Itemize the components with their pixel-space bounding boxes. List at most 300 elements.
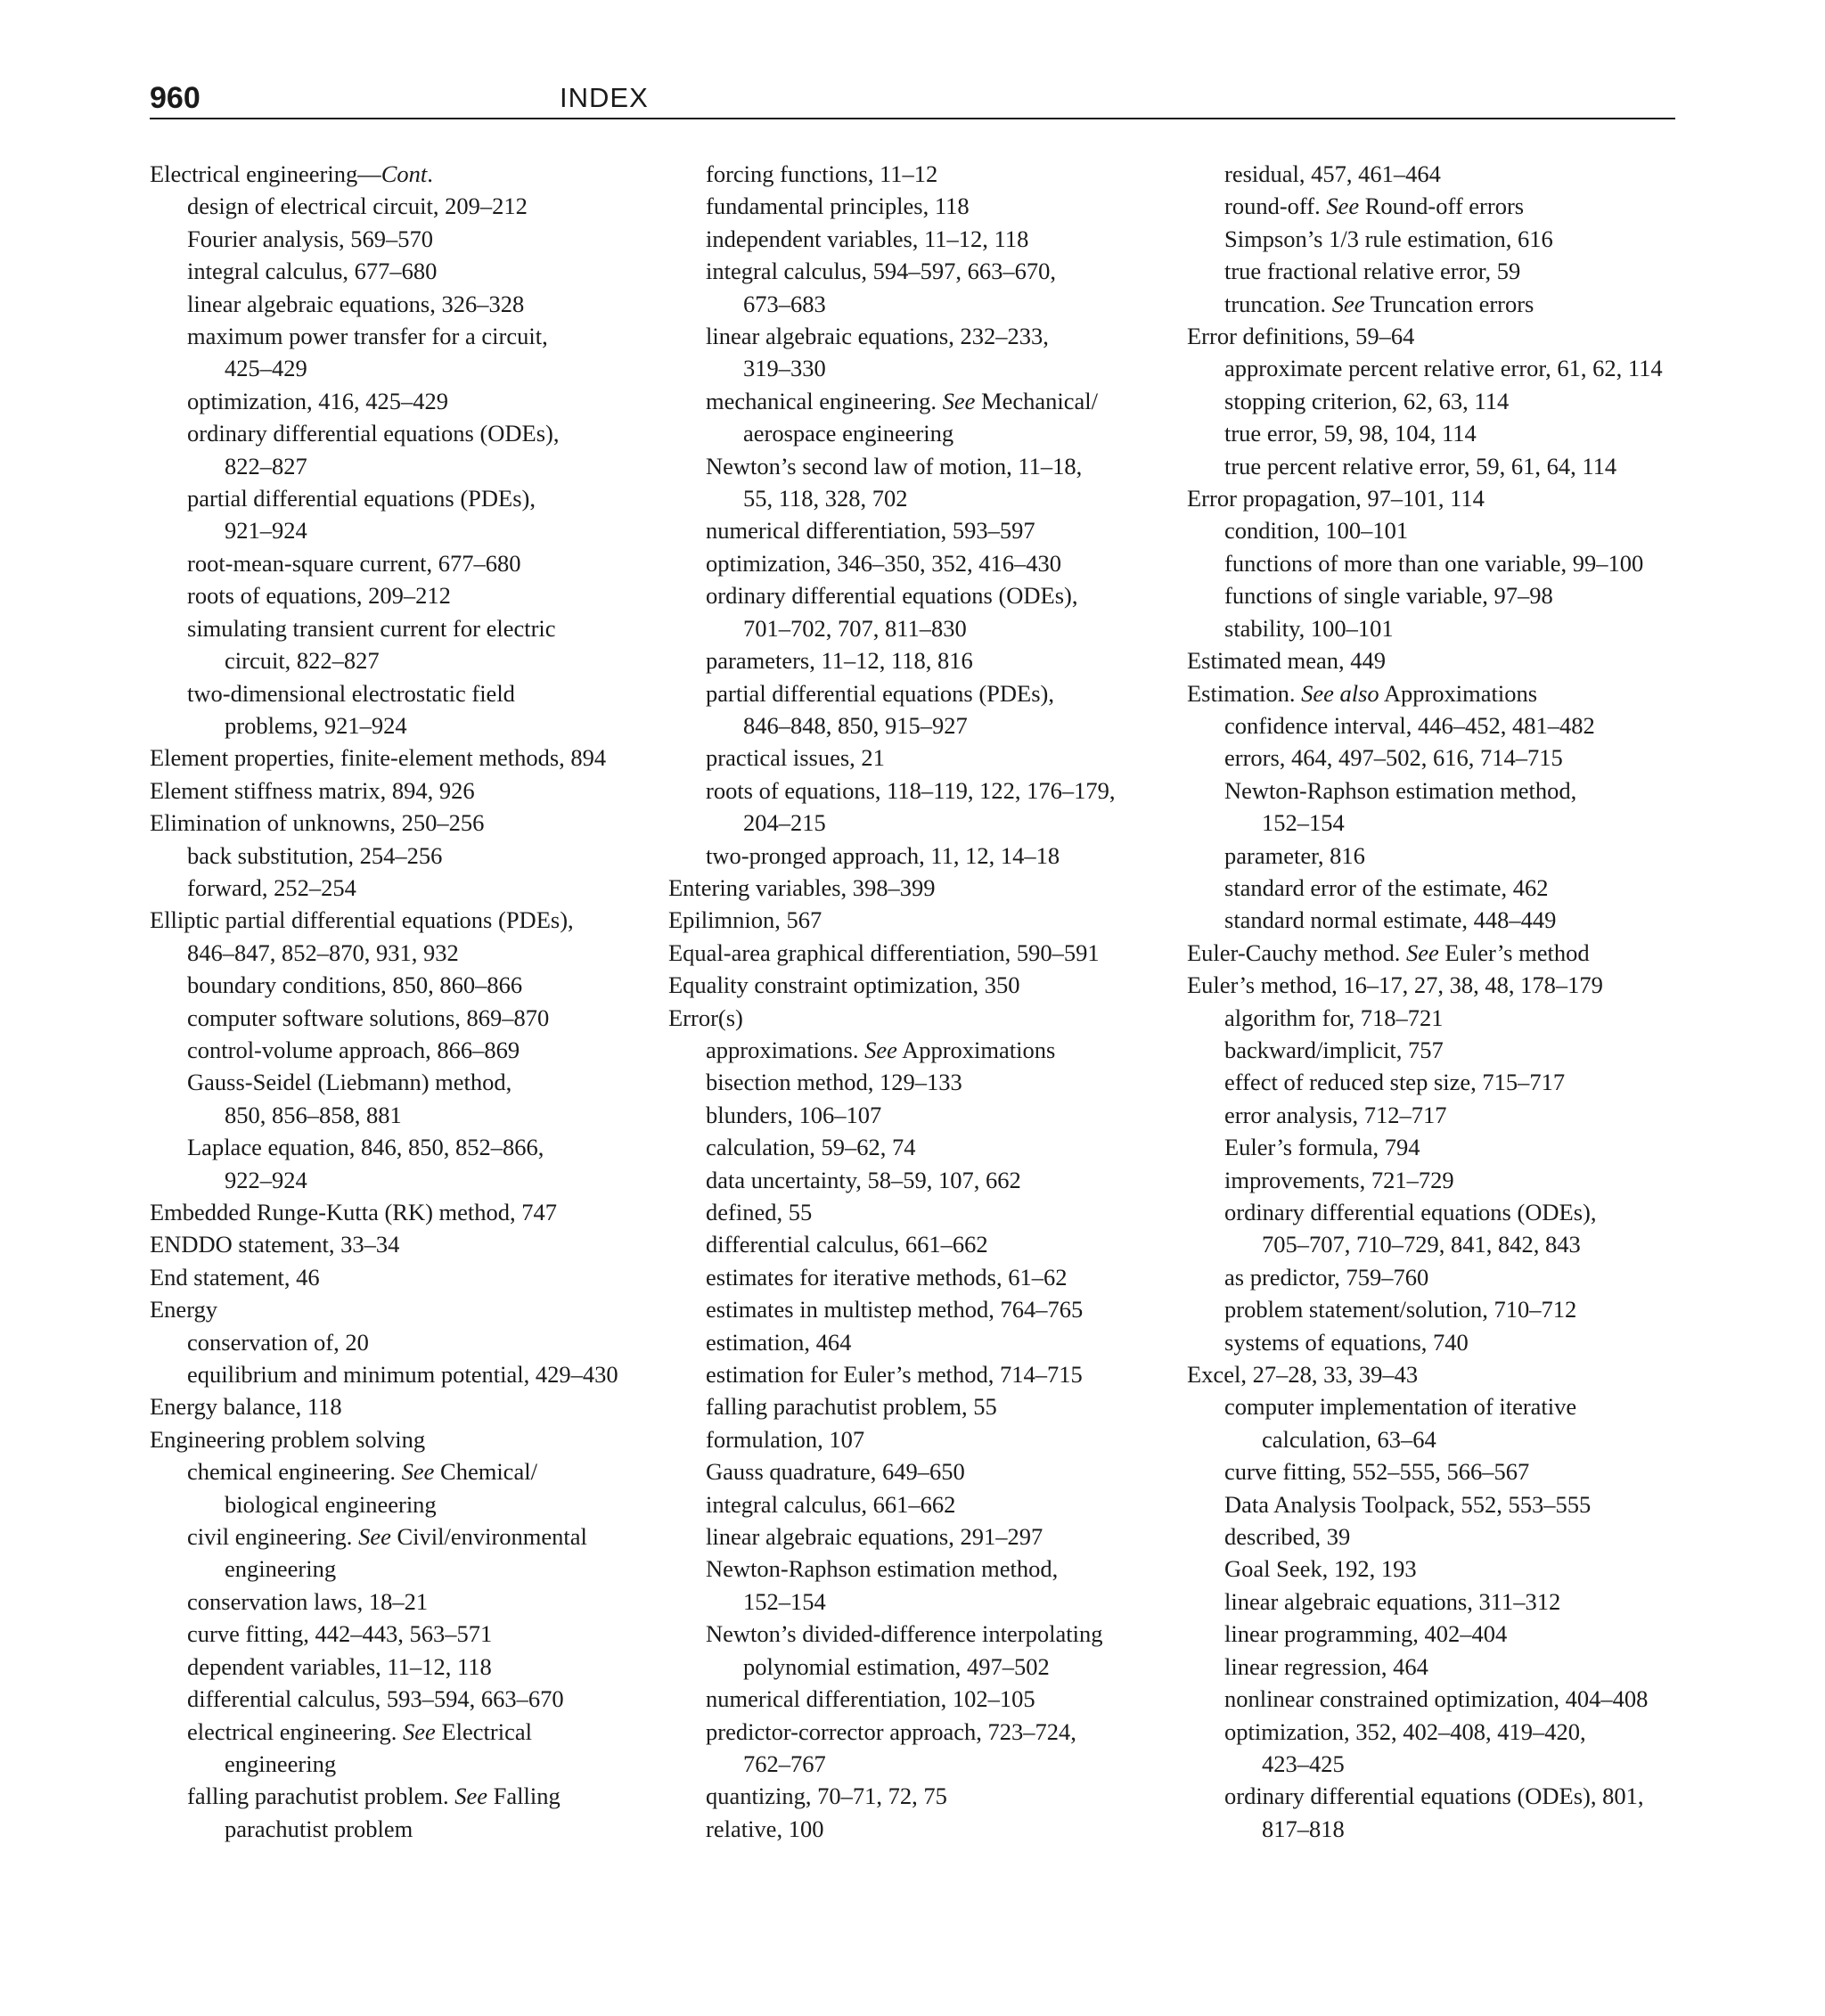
index-subentry [668, 1780, 1176, 1812]
entry-text: Error propagation, 97–101, 114 [1187, 485, 1485, 512]
index-subentry [150, 417, 649, 482]
index-subentry [150, 288, 649, 320]
index-subentry [1187, 774, 1704, 840]
index-subentry [150, 1066, 649, 1131]
entry-text: computer software solutions, 869–870 [187, 1004, 550, 1031]
entry-cont: 822–827 [225, 452, 307, 479]
entry-text: curve fitting, 442–443, 563–571 [187, 1620, 493, 1648]
entry-text: Newton’s second law of motion, 11–18, [706, 452, 1083, 479]
index-subentry [668, 1390, 1176, 1422]
entry-text: boundary conditions, 850, 860–866 [187, 971, 523, 999]
index-entry [150, 774, 649, 807]
index-subentry [150, 1326, 649, 1358]
entry-text: curve fitting, 552–555, 566–567 [1224, 1458, 1530, 1486]
index-subentry [1187, 450, 1704, 482]
index-entry [1187, 320, 1704, 352]
entry-cont: 705–707, 710–729, 841, 842, 843 [1262, 1231, 1581, 1258]
page-header [150, 78, 1675, 119]
index-subentry [1187, 1618, 1704, 1650]
entry-cont: 701–702, 707, 811–830 [743, 614, 967, 642]
entry-text: Energy balance, 118 [150, 1393, 342, 1421]
index-subentry [150, 872, 649, 904]
index-entry [668, 969, 1176, 1001]
entry-text: equilibrium and minimum potential, 429–430 [187, 1361, 618, 1389]
index-column-1 [150, 158, 649, 1845]
index-subentry [150, 1780, 649, 1845]
entry-text: Energy [150, 1296, 218, 1324]
index-entry [150, 1293, 649, 1325]
index-subentry [150, 1618, 649, 1650]
index-subentry [668, 840, 1176, 872]
index-subentry [668, 1520, 1176, 1553]
entry-text: Newton’s divided-difference interpolating [706, 1620, 1103, 1648]
index-subentry [150, 840, 649, 872]
entry-cont: 425–429 [225, 355, 307, 382]
index-subentry [668, 1293, 1176, 1325]
index-subentry [1187, 514, 1704, 546]
entry-it: See [1326, 193, 1360, 220]
entry-cont: 817–818 [1262, 1815, 1345, 1842]
entry-text: numerical differentiation, 102–105 [706, 1685, 1035, 1713]
entry-text: errors, 464, 497–502, 616, 714–715 [1224, 744, 1563, 772]
entry-cont: 152–154 [1262, 809, 1345, 837]
entry-text: control-volume approach, 866–869 [187, 1036, 520, 1063]
index-subentry [1187, 1066, 1704, 1098]
index-subentry [668, 1066, 1176, 1098]
entry-text: Estimation. [1187, 679, 1302, 707]
entry-tail: Approximations [1379, 679, 1538, 707]
entry-text: maximum power transfer for a circuit, [187, 323, 548, 350]
index-subentry [668, 514, 1176, 546]
entry-text: backward/implicit, 757 [1224, 1036, 1444, 1063]
entry-it: See [1331, 290, 1365, 317]
entry-text: computer implementation of iterative [1224, 1393, 1577, 1421]
entry-cont: biological engineering [225, 1490, 437, 1518]
entry-text: Gauss quadrature, 649–650 [706, 1458, 965, 1486]
entry-text: numerical differentiation, 593–597 [706, 517, 1035, 545]
index-subentry [1187, 417, 1704, 449]
index-subentry [1187, 904, 1704, 936]
entry-text: Goal Seek, 192, 193 [1224, 1555, 1417, 1583]
index-subentry [668, 385, 1176, 450]
entry-cont: calculation, 63–64 [1262, 1425, 1436, 1453]
entry-text: Embedded Runge-Kutta (RK) method, 747 [150, 1199, 558, 1225]
entry-tail: . [427, 160, 433, 187]
index-subentry [150, 1358, 649, 1390]
index-entry [150, 742, 649, 774]
index-subentry [150, 190, 649, 222]
index-subentry [1187, 1196, 1704, 1261]
entry-text: Elliptic partial differential equations (PDEs), [150, 906, 574, 934]
entry-text: differential calculus, 593–594, 663–670 [187, 1685, 564, 1713]
entry-text: estimation, 464 [706, 1328, 852, 1356]
index-subentry [1187, 1683, 1704, 1715]
index-subentry [150, 579, 649, 611]
index-subentry [1187, 255, 1704, 287]
entry-text: linear algebraic equations, 291–297 [706, 1523, 1043, 1551]
entry-text: improvements, 721–729 [1224, 1166, 1454, 1193]
entry-text: problem statement/solution, 710–712 [1224, 1296, 1577, 1324]
entry-it: See [864, 1036, 897, 1063]
entry-text: conservation laws, 18–21 [187, 1587, 429, 1615]
entry-cont: 152–154 [743, 1587, 826, 1615]
entry-text: linear regression, 464 [1224, 1652, 1428, 1680]
index-subentry [668, 1261, 1176, 1293]
index-subentry [668, 158, 1176, 190]
index-subentry [150, 255, 649, 287]
index-entry [150, 1228, 649, 1260]
entry-text: Error(s) [668, 1004, 743, 1031]
index-entry [1187, 1358, 1704, 1390]
running-head: INDEX [560, 82, 649, 113]
index-subentry [668, 320, 1176, 385]
index-subentry [668, 1683, 1176, 1715]
entry-text: Euler-Cauchy method. [1187, 938, 1406, 966]
entry-text: linear algebraic equations, 232–233, [706, 323, 1049, 350]
index-subentry [668, 1423, 1176, 1455]
entry-text: defined, 55 [706, 1199, 813, 1225]
entry-text: Element stiffness matrix, 894, 926 [150, 776, 475, 804]
entry-text: approximate percent relative error, 61, 62, 114 [1224, 355, 1663, 382]
index-subentry [1187, 612, 1704, 644]
entry-text: ordinary differential equations (ODEs), [187, 420, 560, 447]
index-subentry [1187, 1326, 1704, 1358]
index-subentry [668, 1488, 1176, 1520]
entry-text: integral calculus, 594–597, 663–670, [706, 258, 1057, 285]
entry-text: round-off. [1224, 193, 1327, 220]
entry-text: parameter, 816 [1224, 841, 1365, 869]
index-subentry [1187, 742, 1704, 774]
index-entry [150, 1261, 649, 1293]
entry-it: Cont [381, 160, 428, 187]
entry-text: relative, 100 [706, 1815, 824, 1842]
index-subentry [1187, 872, 1704, 904]
entry-cont: 850, 856–858, 881 [225, 1101, 402, 1128]
entry-text: ENDDO statement, 33–34 [150, 1231, 400, 1258]
index-subentry [150, 1683, 649, 1715]
index-subentry [150, 385, 649, 417]
index-subentry [150, 320, 649, 385]
entry-text: blunders, 106–107 [706, 1101, 882, 1128]
entry-text: linear algebraic equations, 311–312 [1224, 1587, 1561, 1615]
entry-text: stopping criterion, 62, 63, 114 [1224, 387, 1510, 414]
entry-it: See [401, 1458, 435, 1486]
entry-text: Gauss-Seidel (Liebmann) method, [187, 1069, 512, 1096]
entry-text: partial differential equations (PDEs), [706, 679, 1055, 707]
entry-tail: Mechanical/ [975, 387, 1098, 414]
entry-cont: 846–847, 852–870, 931, 932 [187, 938, 459, 966]
entry-text: civil engineering. [187, 1523, 359, 1551]
index-subentry [668, 1228, 1176, 1260]
index-subentry [668, 1455, 1176, 1487]
index-subentry [1187, 1293, 1704, 1325]
entry-text: Error definitions, 59–64 [1187, 323, 1415, 350]
entry-text: quantizing, 70–71, 72, 75 [706, 1782, 947, 1810]
index-subentry [668, 1164, 1176, 1196]
entry-text: conservation of, 20 [187, 1328, 369, 1356]
index-subentry [668, 742, 1176, 774]
entry-cont: engineering [225, 1750, 337, 1777]
entry-text: true fractional relative error, 59 [1224, 258, 1521, 285]
index-column-3 [1187, 158, 1704, 1845]
index-subentry [1187, 1780, 1704, 1845]
entry-text: forcing functions, 11–12 [706, 160, 938, 187]
entry-text: systems of equations, 740 [1224, 1328, 1469, 1356]
index-entry [1187, 937, 1704, 969]
entry-tail: Civil/environmental [390, 1523, 587, 1551]
entry-text: ordinary differential equations (ODEs), [1224, 1199, 1597, 1225]
entry-text: End statement, 46 [150, 1263, 320, 1291]
entry-text: falling parachutist problem, 55 [706, 1393, 997, 1421]
index-subentry [668, 223, 1176, 255]
entry-text: residual, 457, 461–464 [1224, 160, 1441, 187]
entry-text: approximations. [706, 1036, 865, 1063]
entry-text: root-mean-square current, 677–680 [187, 549, 521, 577]
index-subentry [1187, 1099, 1704, 1131]
entry-text: Engineering problem solving [150, 1425, 426, 1453]
entry-text: simulating transient current for electric [187, 614, 556, 642]
entry-text: Entering variables, 398–399 [668, 873, 936, 901]
entry-cont: 319–330 [743, 355, 826, 382]
index-subentry [1187, 709, 1704, 742]
index-subentry [150, 1455, 649, 1520]
entry-text: functions of more than one variable, 99–100 [1224, 549, 1644, 577]
entry-text: confidence interval, 446–452, 481–482 [1224, 711, 1595, 739]
index-subentry [1187, 1034, 1704, 1066]
entry-cont: polynomial estimation, 497–502 [743, 1652, 1050, 1680]
entry-tail: Round-off errors [1359, 193, 1525, 220]
entry-text: calculation, 59–62, 74 [706, 1134, 916, 1161]
entry-text: roots of equations, 209–212 [187, 582, 451, 610]
entry-cont: problems, 921–924 [225, 711, 407, 739]
entry-text: parameters, 11–12, 118, 816 [706, 647, 973, 675]
index-subentry [668, 255, 1176, 320]
entry-cont: circuit, 822–827 [225, 647, 380, 675]
entry-text: ordinary differential equations (ODEs), [706, 582, 1078, 610]
index-entry [150, 904, 649, 969]
entry-text: predictor-corrector approach, 723–724, [706, 1717, 1076, 1745]
index-subentry [1187, 1520, 1704, 1553]
index-subentry [150, 223, 649, 255]
index-subentry [1187, 1164, 1704, 1196]
entry-cont: 423–425 [1262, 1750, 1345, 1777]
entry-text: effect of reduced step size, 715–717 [1224, 1069, 1566, 1096]
index-subentry [1187, 1553, 1704, 1585]
entry-text: design of electrical circuit, 209–212 [187, 193, 528, 220]
index-entry [668, 1002, 1176, 1034]
entry-text: dependent variables, 11–12, 118 [187, 1652, 492, 1680]
index-subentry [1187, 840, 1704, 872]
entry-text: linear algebraic equations, 326–328 [187, 290, 525, 317]
entry-text: optimization, 416, 425–429 [187, 387, 448, 414]
entry-cont: 204–215 [743, 809, 826, 837]
entry-text: ordinary differential equations (ODEs), 801, [1224, 1782, 1644, 1810]
index-subentry [668, 1553, 1176, 1618]
entry-text: integral calculus, 661–662 [706, 1490, 956, 1518]
index-subentry [150, 1651, 649, 1683]
index-subentry [668, 644, 1176, 676]
entry-tail: Falling [487, 1782, 561, 1810]
entry-text: error analysis, 712–717 [1224, 1101, 1447, 1128]
index-subentry [150, 969, 649, 1001]
index-subentry [668, 1358, 1176, 1390]
entry-text: fundamental principles, 118 [706, 193, 970, 220]
entry-text: Element properties, finite-element methods, 894 [150, 744, 607, 772]
index-subentry [150, 1586, 649, 1618]
index-subentry [1187, 1651, 1704, 1683]
index-subentry [668, 1618, 1176, 1683]
index-subentry [1187, 1390, 1704, 1455]
entry-text: estimates for iterative methods, 61–62 [706, 1263, 1068, 1291]
index-subentry [150, 547, 649, 579]
entry-tail: Truncation errors [1364, 290, 1534, 317]
index-subentry [150, 1002, 649, 1034]
index-subentry [150, 1131, 649, 1196]
entry-tail: Euler’s method [1438, 938, 1590, 966]
entry-cont: 55, 118, 328, 702 [743, 485, 908, 512]
entry-text: nonlinear constrained optimization, 404–408 [1224, 1685, 1649, 1713]
index-subentry [668, 1196, 1176, 1228]
index-subentry [1187, 1455, 1704, 1487]
index-subentry [668, 1131, 1176, 1163]
entry-text: Fourier analysis, 569–570 [187, 225, 434, 252]
page-number: 960 [150, 81, 201, 115]
index-column-2 [668, 158, 1176, 1845]
entry-text: bisection method, 129–133 [706, 1069, 962, 1096]
entry-text: Simpson’s 1/3 rule estimation, 616 [1224, 225, 1553, 252]
entry-text: partial differential equations (PDEs), [187, 485, 536, 512]
entry-text: optimization, 352, 402–408, 419–420, [1224, 1717, 1586, 1745]
index-subentry [1187, 1131, 1704, 1163]
entry-text: back substitution, 254–256 [187, 841, 443, 869]
index-subentry [668, 1099, 1176, 1131]
entry-it: See [403, 1717, 436, 1745]
entry-text: differential calculus, 661–662 [706, 1231, 988, 1258]
index-subentry [1187, 1586, 1704, 1618]
entry-text: Elimination of unknowns, 250–256 [150, 809, 485, 837]
entry-cont: 921–924 [225, 517, 307, 545]
entry-text: true error, 59, 98, 104, 114 [1224, 420, 1477, 447]
entry-text: roots of equations, 118–119, 122, 176–179, [706, 776, 1116, 804]
index-subentry [1187, 223, 1704, 255]
entry-text: functions of single variable, 97–98 [1224, 582, 1553, 610]
entry-it: See [454, 1782, 488, 1810]
entry-it: See also [1301, 679, 1379, 707]
entry-text: Euler’s method, 16–17, 27, 38, 48, 178–179 [1187, 971, 1603, 999]
index-subentry [668, 579, 1176, 644]
entry-it: See [942, 387, 976, 414]
entry-text: true percent relative error, 59, 61, 64, 114 [1224, 452, 1617, 479]
entry-text: estimates in multistep method, 764–765 [706, 1296, 1084, 1324]
index-subentry [668, 1813, 1176, 1845]
entry-text: independent variables, 11–12, 118 [706, 225, 1029, 252]
entry-text: Data Analysis Toolpack, 552, 553–555 [1224, 1490, 1592, 1518]
entry-text: mechanical engineering. [706, 387, 943, 414]
entry-text: standard normal estimate, 448–449 [1224, 906, 1557, 934]
index-subentry [1187, 352, 1704, 384]
index-subentry [150, 1520, 649, 1586]
index-subentry [668, 1716, 1176, 1781]
entry-it: See [1406, 938, 1439, 966]
index-entry [150, 807, 649, 839]
entry-text: Excel, 27–28, 33, 39–43 [1187, 1361, 1419, 1389]
index-entry [150, 1196, 649, 1228]
index-entry [150, 1390, 649, 1422]
entry-text: two-pronged approach, 11, 12, 14–18 [706, 841, 1060, 869]
index-entry [150, 158, 649, 190]
index-subentry [668, 1034, 1176, 1066]
index-subentry [668, 774, 1176, 840]
index-entry [1187, 644, 1704, 676]
entry-text: Newton-Raphson estimation method, [706, 1555, 1059, 1583]
index-subentry [150, 677, 649, 742]
entry-cont: 762–767 [743, 1750, 826, 1777]
entry-text: formulation, 107 [706, 1425, 865, 1453]
index-subentry [1187, 158, 1704, 190]
entry-tail: Approximations [896, 1036, 1056, 1063]
entry-cont: 922–924 [225, 1166, 307, 1193]
entry-text: two-dimensional electrostatic field [187, 679, 515, 707]
entry-text: linear programming, 402–404 [1224, 1620, 1508, 1648]
index-subentry [668, 547, 1176, 579]
entry-text: Equality constraint optimization, 350 [668, 971, 1020, 999]
entry-text: Estimated mean, 449 [1187, 647, 1386, 675]
index-subentry [668, 450, 1176, 515]
entry-text: forward, 252–254 [187, 873, 356, 901]
entry-text: as predictor, 759–760 [1224, 1263, 1429, 1291]
index-subentry [1187, 547, 1704, 579]
index-entry [1187, 677, 1704, 709]
index-subentry [1187, 1716, 1704, 1781]
entry-text: practical issues, 21 [706, 744, 885, 772]
entry-text: Newton-Raphson estimation method, [1224, 776, 1577, 804]
entry-text: Laplace equation, 846, 850, 852–866, [187, 1134, 544, 1161]
index-entry [1187, 482, 1704, 514]
entry-text: stability, 100–101 [1224, 614, 1394, 642]
entry-text: estimation for Euler’s method, 714–715 [706, 1361, 1083, 1389]
entry-it: See [358, 1523, 391, 1551]
entry-text: described, 39 [1224, 1523, 1351, 1551]
index-entry [668, 937, 1176, 969]
entry-text: standard error of the estimate, 462 [1224, 873, 1549, 901]
entry-text: chemical engineering. [187, 1458, 402, 1486]
entry-text: Electrical engineering— [150, 160, 381, 187]
index-subentry [1187, 1261, 1704, 1293]
index-entry [668, 904, 1176, 936]
entry-text: Equal-area graphical differentiation, 590–591 [668, 938, 1100, 966]
index-subentry [1187, 385, 1704, 417]
index-subentry [1187, 579, 1704, 611]
entry-text: integral calculus, 677–680 [187, 258, 438, 285]
index-subentry [150, 1716, 649, 1781]
entry-text: truncation. [1224, 290, 1332, 317]
index-subentry [1187, 1488, 1704, 1520]
entry-text: optimization, 346–350, 352, 416–430 [706, 549, 1061, 577]
entry-tail: Chemical/ [434, 1458, 537, 1486]
entry-text: condition, 100–101 [1224, 517, 1409, 545]
entry-text: data uncertainty, 58–59, 107, 662 [706, 1166, 1021, 1193]
entry-text: Euler’s formula, 794 [1224, 1134, 1420, 1161]
entry-text: algorithm for, 718–721 [1224, 1004, 1444, 1031]
entry-cont: 673–683 [743, 290, 826, 317]
entry-text: electrical engineering. [187, 1717, 404, 1745]
entry-cont: aerospace engineering [743, 420, 954, 447]
index-subentry [1187, 190, 1704, 222]
entry-cont: 846–848, 850, 915–927 [743, 711, 968, 739]
entry-text: Epilimnion, 567 [668, 906, 822, 934]
entry-cont: engineering [225, 1555, 337, 1583]
index-subentry [150, 612, 649, 677]
